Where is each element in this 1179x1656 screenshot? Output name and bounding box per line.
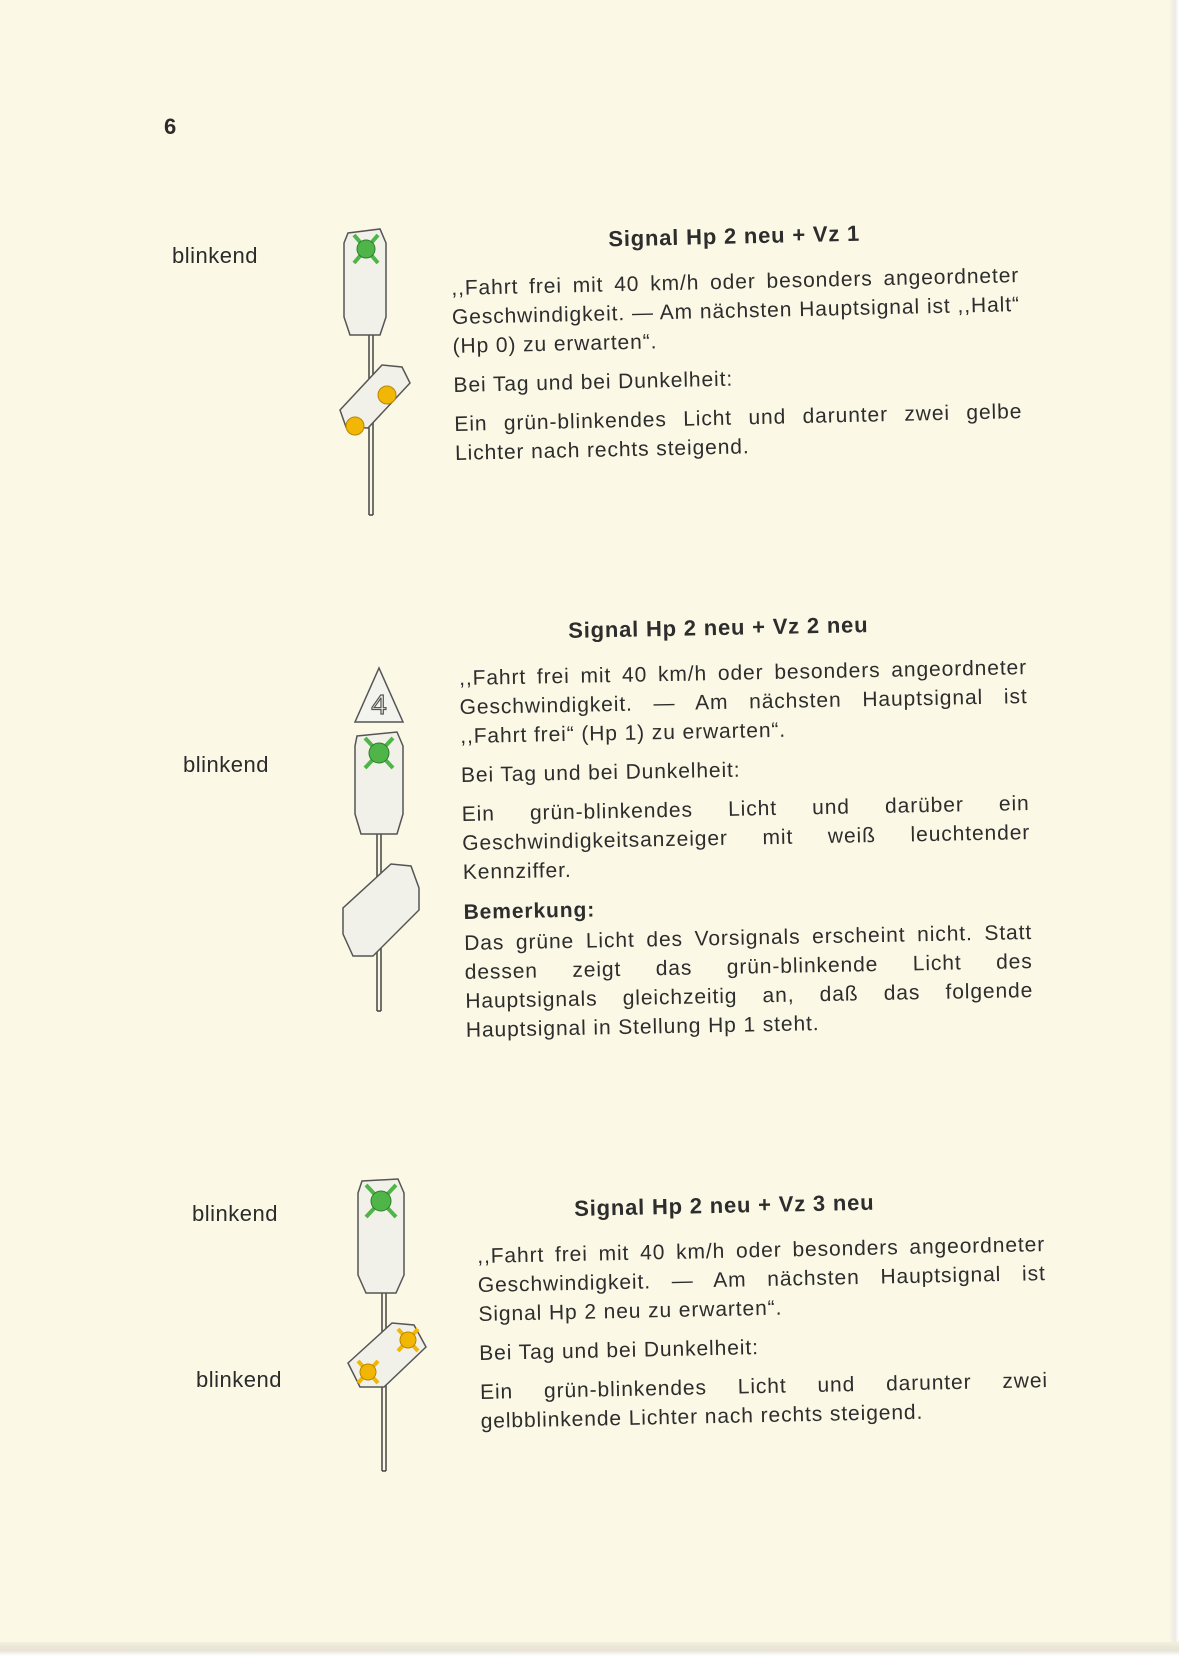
remark-heading: Bemerkung:	[463, 898, 596, 924]
day-night-heading: Bei Tag und bei Dunkelheit:	[453, 367, 734, 397]
main-signal-green-blinking-with-distant-signal-two-yellow-blinking-icon	[344, 1175, 434, 1475]
blinking-label: blinkend	[192, 1201, 278, 1226]
main-signal-green-blinking-with-distant-signal-two-yellow-icon	[330, 225, 416, 520]
speed-indicator-icon	[355, 668, 403, 722]
page-number: 6	[164, 114, 177, 139]
yellow-light-icon	[358, 1361, 378, 1383]
blinking-label: blinkend	[196, 1367, 282, 1392]
signal-meaning-quote: ,,Fahrt frei mit 40 km/h oder besonders angeordneter Geschwindigkeit. — Am nächsten Hauptsignal ist ,,Halt“ (Hp 0) zu erwarten“.	[451, 264, 1021, 358]
section-title: Signal Hp 2 neu + Vz 2 neu	[567, 612, 869, 643]
section-signal-hp2-vz1	[450, 217, 1023, 478]
signal-meaning-quote: ,,Fahrt frei mit 40 km/h oder besonders angeordneter Geschwindigkeit. — Am nächsten Hauptsignal ist ,,Fahrt frei“ (Hp 1) zu erwarten“.	[458, 656, 1028, 748]
signal-description: Ein grün-blinkendes Licht und darunter zwei gelbe Lichter nach rechts steigend.	[454, 400, 1023, 465]
blinking-label: blinkend	[183, 752, 269, 777]
blinking-label: blinkend	[172, 243, 258, 268]
page-edge	[1169, 0, 1179, 1656]
yellow-light-icon	[398, 1329, 418, 1351]
svg-text:4: 4	[371, 689, 387, 720]
section-title: Signal Hp 2 neu + Vz 3 neu	[573, 1189, 875, 1221]
signal-description: Ein grün-blinkendes Licht und darunter zwei gelbblinkende Lichter nach rechts steigend.	[479, 1369, 1049, 1433]
green-light-icon	[365, 738, 393, 768]
section-title: Signal Hp 2 neu + Vz 1	[608, 220, 861, 252]
main-signal-green-blinking-with-speed-indicator-icon	[335, 666, 425, 1016]
section-signal-hp2-vz2	[458, 609, 1034, 1055]
day-night-heading: Bei Tag und bei Dunkelheit:	[479, 1336, 760, 1365]
page-edge	[0, 1642, 1179, 1656]
signal-meaning-quote: ,,Fahrt frei mit 40 km/h oder besonders angeordneter Geschwindigkeit. — Am nächsten Hauptsignal ist Signal Hp 2 neu zu erwarten“.	[476, 1233, 1046, 1326]
section-signal-hp2-vz3	[476, 1186, 1049, 1446]
signal-description: Ein grün-blinkendes Licht und darüber ein Geschwindigkeitsanzeiger mit weiß leuchtender Kennziffer.	[461, 792, 1031, 884]
remark-text: Das grüne Licht des Vorsignals erscheint nicht. Statt dessen zeigt das grün-blinkende Licht des Hauptsignals gleichzeitig an, daß das folgende Hauptsignal in Stellung Hp 1 steht.	[463, 921, 1034, 1042]
day-night-heading: Bei Tag und bei Dunkelheit:	[460, 758, 741, 787]
